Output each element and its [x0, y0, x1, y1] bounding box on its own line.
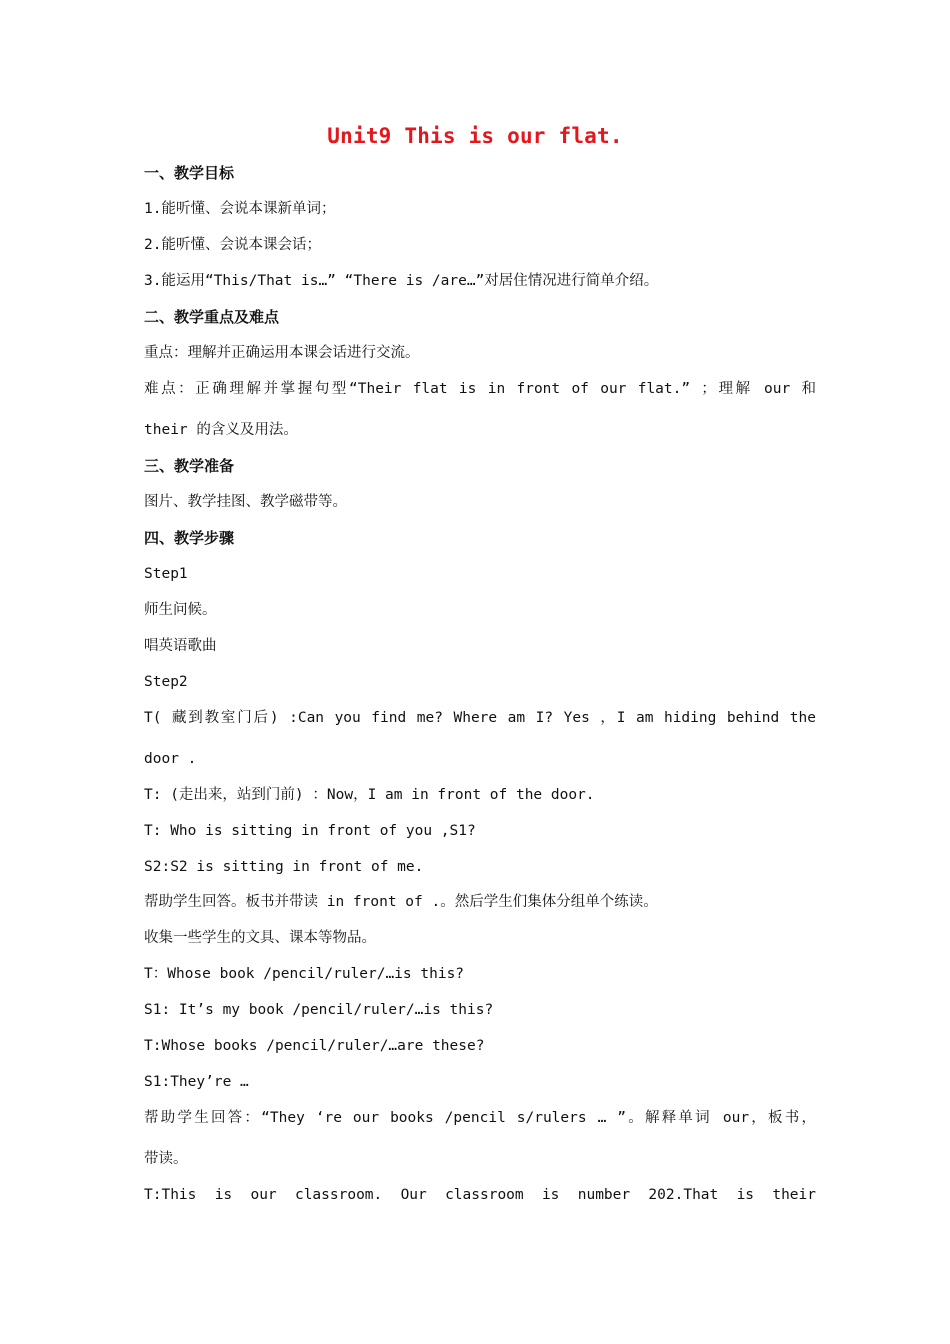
paragraph-line: T( 藏到教室门后) :Can you find me? Where am I? Yes ，I am hiding behind the	[144, 710, 816, 726]
paragraph-line: 帮助学生回答。板书并带读 in front of .。然后学生们集体分组单个练读。	[144, 894, 658, 910]
section-heading-preparation: 三、教学准备	[144, 457, 235, 475]
paragraph-line: 重点：理解并正确运用本课会话进行交流。	[144, 345, 420, 361]
document-title: Unit9 This is our flat.	[327, 124, 623, 148]
paragraph-line: 难点：正确理解并掌握句型“Their flat is in front of our flat.” ；理解 our 和	[144, 381, 816, 397]
paragraph-line: 3.能运用“This/That is…” “There is /are…”对居住情况进行简单介绍。	[144, 273, 659, 289]
paragraph-line: 唱英语歌曲	[144, 638, 217, 654]
paragraph-line: S1:They’re …	[144, 1074, 249, 1090]
paragraph-line: T: Who is sitting in front of you ,S1?	[144, 823, 476, 839]
paragraph-line: door .	[144, 751, 197, 767]
paragraph-line: 师生问候。	[144, 602, 217, 618]
paragraph-line: T：Whose book /pencil/ruler/…is this?	[144, 966, 465, 982]
paragraph-line: their 的含义及用法。	[144, 422, 298, 438]
section-heading-steps: 四、教学步骤	[144, 529, 235, 547]
section-heading-objectives: 一、教学目标	[144, 164, 235, 182]
paragraph-line: S1: It’s my book /pencil/ruler/…is this?	[144, 1002, 494, 1018]
paragraph-line: 1.能听懂、会说本课新单词；	[144, 201, 336, 217]
paragraph-line: T: (走出来，站到门前) ：Now，I am in front of the door.	[144, 787, 595, 803]
paragraph-line: 图片、教学挂图、教学磁带等。	[144, 494, 347, 510]
paragraph-line: 2.能听懂、会说本课会话；	[144, 237, 321, 253]
paragraph-line: T:This is our classroom. Our classroom is number 202.That is their	[144, 1187, 816, 1203]
step-label: Step2	[144, 674, 188, 690]
paragraph-line: 收集一些学生的文具、课本等物品。	[144, 930, 376, 946]
step-label: Step1	[144, 566, 188, 582]
paragraph-line: 带读。	[144, 1151, 188, 1167]
paragraph-line: S2:S2 is sitting in front of me.	[144, 859, 424, 875]
section-heading-key-points: 二、教学重点及难点	[144, 308, 280, 326]
paragraph-line: T:Whose books /pencil/ruler/…are these?	[144, 1038, 485, 1054]
paragraph-line: 帮助学生回答：“They ‘re our books /pencil s/rulers … ”。解释单词 our，板书，	[144, 1110, 816, 1126]
